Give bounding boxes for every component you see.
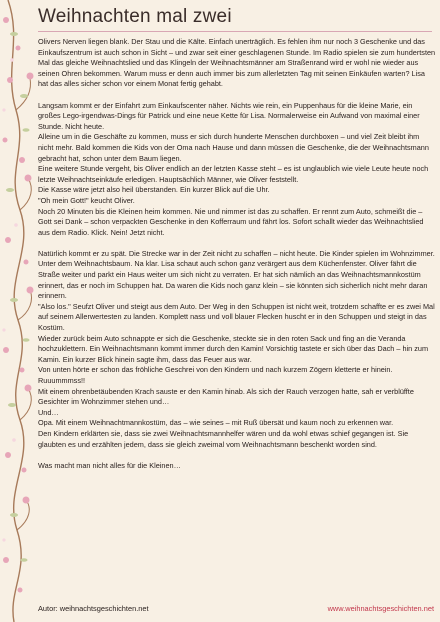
story-text	[38, 37, 436, 471]
story-paragraph: Von unten hörte er schon das fröhliche Geschrei von den Kindern und nach kurzem Zögern kletterte er hinein.	[38, 365, 393, 375]
story-paragraph: Wieder zurück beim Auto schnappte er sich die Geschenke, steckte sie in den roten Sack und fing an die Veranda hochzuklettern. Ein Weihnachtsmann kommt immer durch den Kamin! Vorsichtig tastete er sich über das Dach – hin zum Kamin. Ein kurzer Blick hinein sagte ihm, dass das Feuer aus war.	[38, 333, 431, 364]
title-divider	[38, 31, 432, 32]
story-paragraph: Die Kasse wäre jetzt also heil überstanden. Ein kurzer Blick auf die Uhr.	[38, 185, 270, 195]
story-paragraph: "Oh mein Gott!" keucht Oliver.	[38, 195, 135, 205]
story-paragraph: Ruuummmss!!	[38, 376, 86, 385]
author-credit: Autor: weihnachtsgeschichten.net	[38, 604, 149, 613]
story-paragraph: Opa. Mit einem Weihnachtmannkostüm, das – wie seines – mit Ruß übersät und kaum noch zu erkennen war.	[38, 418, 394, 428]
story-paragraph: Alleine um in die Geschäfte zu kommen, muss er sich durch hunderte Menschen durchboxen – und viel Zeit bleibt ihm nicht mehr. Bald kommen die Kids von der Oma nach Hause und dann müssen die Geschenke, die der Weihnachtsmann gebracht hat, schon unter dem Baum liegen.	[38, 132, 431, 163]
paragraph-gap	[38, 90, 436, 101]
page-title: Weihnachten mal zwei	[38, 6, 232, 27]
story-paragraph: Langsam kommt er der Einfahrt zum Einkaufscenter näher. Nichts wie rein, ein Puppenhaus für die kleine Marie, ein großes Lego-irgendwas-Dings für Patrick und eine neue Kette für Lisa. Normalerweise ein Aufwand von maximal einer Stunde. Nicht heute.	[38, 100, 422, 131]
story-paragraph: Und…	[38, 407, 59, 417]
story-paragraph: Den Kindern erklärten sie, dass sie zwei Weihnachtsmannhelfer wären und da wohl etwas schief gegangen ist. Sie glaubten es und erzählten jedem, dass sie gleich zweimal vom Weihnachtsmann beschenkt worden sind.	[38, 428, 411, 449]
story-paragraph: Olivers Nerven liegen blank. Der Stau und die Kälte. Einfach unerträglich. Es fehlen ihm nur noch 3 Geschenke und das Einkaufszentrum ist auch schon in Sicht – und zwar seit einer geschlagenen Stunde. Im Radio spielen sie zum hundertsten Mal das gleiche Weihnachtslied und das Klingeln der Weihnachtsmänner am Straßenrand wird er wohl nie wieder aus seinen Ohren bekommen. Warum muss er denn auch immer bis zum allerletzten Tag mit seinen Einkäufen warten? Lisa hat das alles sicher schon vor einem Monat fertig gehabt.	[38, 37, 438, 89]
paragraph-gap	[38, 238, 436, 249]
story-paragraph: Was macht man nicht alles für die Kleinen…	[38, 460, 181, 470]
website-link[interactable]: www.weihnachtsgeschichten.net	[327, 604, 434, 613]
story-paragraph: Natürlich kommt er zu spät. Die Strecke war in der Zeit nicht zu schaffen – nicht heute. Die Kinder spielen im Wohnzimmer. Unter dem Weihnachtsbaum. Na klar. Lisa schaut auch schon ganz verärgert aus dem Küchenfenster. Oliver fährt die Straße weiter und parkt ein Haus weiter um sich nicht zu verraten. Er hat sich nämlich an das Weihnachtsmannkostüm erinnert, das er noch im Schuppen hat. Da waren die Kids noch ganz klein – sie könnten sich sicherlich nicht mehr daran erinnern.	[38, 248, 437, 301]
story-paragraph: Noch 20 Minuten bis die Kleinen heim kommen. Nie und nimmer ist das zu schaffen. Er rennt zum Auto, schmeißt die – Gott sei Dank – schon verpackten Geschenke in den Kofferraum und fährt los. Sofort schallt wieder das Weihnachtslied aus dem Radio. Klick. Nein! Jetzt nicht.	[38, 206, 426, 237]
story-paragraph: Mit einem ohrenbetäubenden Krach sauste er den Kamin hinab. Als sich der Rauch verzogen hatte, sah er verblüffte Gesichter im Wohnzimmer stehen und…	[38, 386, 416, 407]
floral-vine-decoration	[0, 0, 40, 622]
story-paragraph: Eine weitere Stunde vergeht, bis Oliver endlich an der letzten Kasse steht – es ist unglaublich wie viele Leute heute noch letzte Weihnachtseinkäufe erledigen. Hauptsächlich Männer, wie Oliver feststellt.	[38, 164, 431, 184]
story-paragraph: "Also los." Seufzt Oliver und steigt aus dem Auto. Der Weg in den Schuppen ist nicht weit, trotzdem schaffte er es zwei Mal auf seinem Allerwertesten zu landen. Komplett nass und voll blauer Flecken huscht er in den Schuppen und steigt in das Kostüm.	[38, 301, 437, 333]
paragraph-gap	[38, 450, 436, 461]
